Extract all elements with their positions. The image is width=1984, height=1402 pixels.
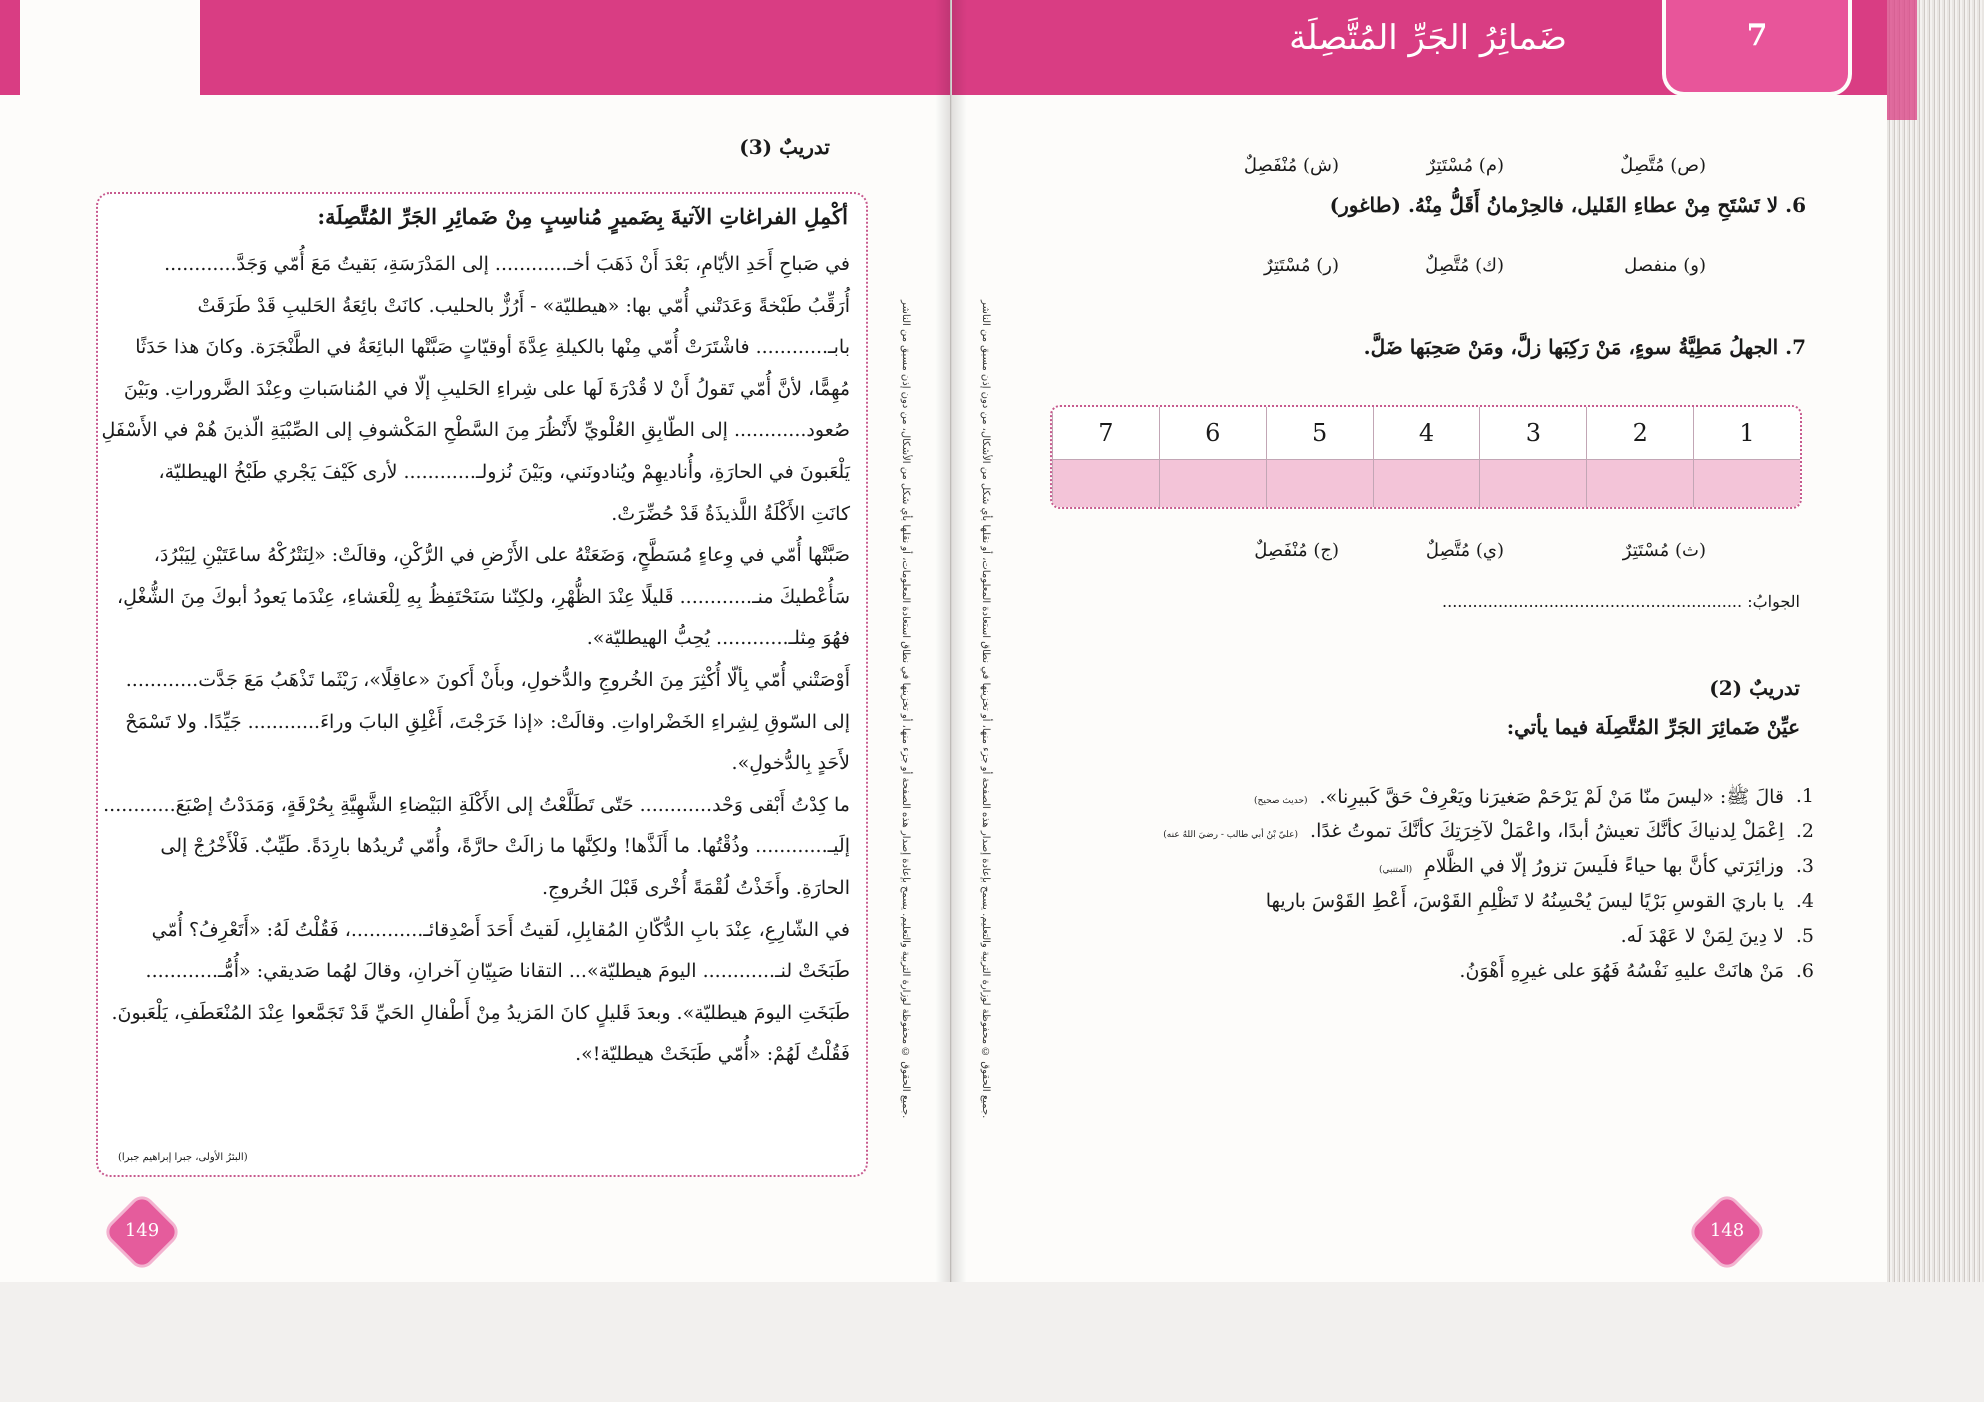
option-tha: (ث) مُسْتَتِرٌ: [1622, 540, 1706, 561]
copyright-notice: جميع الحقوق © محفوظة لوزارة التربية والتعليم. يسمح بإعادة إصدار هذه الصفحة أو جزء منها، أو تخزينها في نطاق استعادة المعلومات، أو نقلها بأي شكل من الأشكال، من دون إذن مسبق من الناشر.: [980, 300, 991, 1119]
passage-line: يَلْعَبونَ في الحارَةِ، وأُناديهِمْ ويُنادونَني، وبَيْنَ نُزولـ............ لأرى كَيْفَ يَجْري طَبْخُ الهيطليّة،: [158, 460, 850, 483]
item-number: 3.: [1795, 855, 1814, 877]
list-item: [1054, 890, 1814, 925]
option-waw: (و) منفصل: [1624, 255, 1706, 276]
answer-table: [1050, 405, 1802, 509]
item-text: [1254, 785, 1784, 813]
exercise-3-passage: [101, 244, 850, 1076]
page-stack-edge: [1887, 0, 1984, 1282]
answer-cell-2[interactable]: [1586, 459, 1693, 507]
passage-line: سَأُعْطيكَ منـ............ قَليلًا عِنْدَ الظُّهْرِ، ولكِنّنا سَنَحْتَفِظُ بِهِ لِلْعَشاءِ، عِنْدَما يَعودُ أبوكَ مِنَ الشُّغْلِ،: [116, 585, 850, 608]
option-ra: (ر) مُسْتَتِرٌ: [1264, 255, 1339, 276]
answer-cell-7[interactable]: [1052, 459, 1159, 507]
option-mim: (م) مُسْتَتِرٌ: [1426, 155, 1504, 176]
unit-tab: [1662, 0, 1852, 96]
answer-line[interactable]: الجوابُ: ...........................................................: [1442, 592, 1800, 611]
item-sentence: وزائِرَتي كأنَّ بها حياءً فلَيسَ تزورُ إلّا في الظَّلامِ: [1424, 855, 1784, 877]
passage-line: إلى السّوقِ لِشِراءِ الخَضْراواتِ. وقالَتْ: «إذا خَرَجْتَ، أَغْلِقِ البابَ وراءَ............ جَيِّدًا. ولا تَسْمَحْ: [125, 710, 850, 733]
passage-line: بابـ............ فاشْتَرَتْ أُمّي مِنْها بالكيلةِ عِدَّةَ أوقيّاتٍ صَبَّتْها البائِعَةُ في الطَّنْجَرَة. وكانَ هذا حَدَثًا: [135, 336, 850, 359]
passage-line: طَبَخَتِ اليومَ هيطليّة». وبعدَ قَليلٍ كانَ المَزيدُ مِنْ أَطْفالِ الحَيِّ قَدْ تَجَمَّعوا عِنْدَ المُنْعَطَفِ، يَلْعَبونَ.: [111, 1001, 850, 1024]
answer-cell-4[interactable]: [1373, 459, 1480, 507]
item-number: 6.: [1795, 960, 1814, 982]
copyright-notice: جميع الحقوق © محفوظة لوزارة التربية والتعليم. يسمح بإعادة إصدار هذه الصفحة أو جزء منها، أو تخزينها في نطاق استعادة المعلومات، أو نقلها بأي شكل من الأشكال، من دون إذن مسبق من الناشر.: [900, 300, 911, 1119]
passage-line: طَبَخَتْ لنـ............ اليومَ هيطليّة»... التقانا صَبِيّانِ آخرانِ، وقالَ لهُما صَديقي: «أُمُّـ............: [145, 960, 850, 983]
item-sentence: مَنْ هانَتْ عليهِ نَفْسُهُ فَهُوَ على غيرِهِ أَهْوَنُ.: [1459, 960, 1784, 982]
item-sentence: اِعْمَلْ لِدنياكَ كأنَّكَ تعيشُ أبدًا، واعْمَلْ لآخِرَتِكَ كأنَّكَ تموتُ غدًا.: [1310, 820, 1784, 842]
item-number: 5.: [1795, 925, 1814, 947]
item-attribution: (حديث صحيح): [1254, 796, 1308, 806]
option-kaf: (ك) مُتَّصِلٌ: [1425, 255, 1504, 276]
item-text: [1621, 925, 1784, 947]
table-header-cell: 3: [1479, 407, 1586, 459]
answer-cell-1[interactable]: [1693, 459, 1800, 507]
item-number: 2.: [1795, 820, 1814, 842]
answer-cell-6[interactable]: [1159, 459, 1266, 507]
item-attribution: (عليّ بْنُ أبي طالب - رضيَ اللهُ عنه): [1163, 830, 1299, 840]
table-header-cell: 7: [1052, 407, 1159, 459]
passage-line: أُرَقِّبُ طَبْخةً وَعَدَتْني أُمّي بها: «هيطليّة» - أَرُزٌّ بالحليب. كانَتْ بائِعَةُ الحَليبِ قَدْ طَرَقَتْ: [197, 294, 850, 317]
passage-line: في الشّارِعِ، عِنْدَ بابِ الدُّكّانِ المُقابِلِ، لَقيتُ أَحَدَ أَصْدِقائـ............، فَقُلْتُ لَهُ: «أَتَعْرِفُ؟ أُمّي: [151, 918, 850, 941]
question-6: 6. لا تَسْتَحِ مِنْ عطاءِ القَليل، فالحِرْمانُ أَقَلُّ مِنْهُ. (طاغور): [1329, 193, 1806, 217]
item-number: 4.: [1795, 890, 1814, 912]
list-item: [1054, 785, 1814, 820]
exercise-2-instruction: عيِّنْ ضَمائِرَ الجَرِّ المُتَّصِلَة فيما يأتي:: [1506, 715, 1800, 739]
page-number-149: [110, 1200, 174, 1264]
table-header-cell: 1: [1693, 407, 1800, 459]
answer-cell-3[interactable]: [1479, 459, 1586, 507]
passage-line: مُهِمًّا، لأنَّ أُمّي تَقولُ أَنْ لا قُدْرَةَ لَها على شِراءِ الحَليبِ إلّا في المُناسَباتِ وعِنْدَ الضَّروراتِ. وبَيْنَ: [123, 377, 850, 400]
list-item: [1054, 820, 1814, 855]
option-jim: (ج) مُنْفَصِلٌ: [1254, 540, 1339, 561]
item-number: 1.: [1795, 785, 1814, 807]
question-7: 7. الجهلُ مَطِيَّةُ سوءٍ، مَنْ رَكِبَها زلَّ، ومَنْ صَحِبَها ضَلَّ.: [1363, 335, 1806, 359]
page-149: [0, 0, 951, 1282]
passage-line: صَبَّتْها أُمّي في وِعاءٍ مُسَطَّحٍ، وَضَعَتْهُ على الأَرْضِ في الرُّكْنِ، وقالَتْ: «لِنَتْرُكْهُ ساعَتَيْنِ لِيَبْرُدَ،: [153, 544, 850, 567]
item-sentence: لا دِينَ لِمَنْ لا عَهْدَ لَه.: [1620, 925, 1784, 947]
passage-source: (البئرُ الأولى، جبرا إبراهيم جبرا): [118, 1152, 248, 1163]
table-header-cell: 4: [1373, 407, 1480, 459]
passage-line: لأَحَدٍ بِالدُّخولِ».: [731, 752, 850, 775]
table-header-cell: 6: [1159, 407, 1266, 459]
page-number-label: 148: [1709, 1220, 1745, 1241]
item-sentence: يا باريَ القوسِ بَرْيًا ليسَ يُحْسِنُهُ لا تَظْلِمِ القَوْسَ، أَعْطِ القَوْسَ باريها: [1265, 890, 1784, 912]
passage-line: فَقُلْتُ لَهُمْ: «أُمّي طَبَخَتْ هيطليّة!».: [575, 1043, 850, 1066]
table-header-cell: 5: [1266, 407, 1373, 459]
exercise-2-list: [1054, 785, 1814, 995]
page-number-148: [1695, 1200, 1759, 1264]
exercise-2-title: تدريبٌ (2): [1709, 676, 1800, 700]
passage-line: في صَباحِ أَحَدِ الأيّامِ، بَعْدَ أَنْ ذَهَبَ أخـ............ إلى المَدْرَسَةِ، بَقيتُ مَعَ أُمّي وَجَدَّ............: [164, 253, 850, 275]
item-text: [1266, 890, 1784, 912]
unit-number: 7: [1746, 18, 1768, 53]
answer-cell-5[interactable]: [1266, 459, 1373, 507]
item-text: [1459, 960, 1784, 982]
book-binding: [935, 0, 967, 1282]
list-item: [1054, 960, 1814, 995]
unit-title: ضَمائِرُ الجَرِّ المُتَّصِلَة: [1289, 18, 1567, 58]
table-header-cell: 2: [1586, 407, 1693, 459]
item-text: [1163, 820, 1784, 842]
option-shin: (ش) مُنْفَصِلٌ: [1243, 155, 1339, 176]
passage-line: فهُوَ مِثلـ............ يُحِبُّ الهيطليّة».: [586, 627, 850, 650]
passage-line: صُعود............ إلى الطّابِقِ العُلْويِّ لأَنْظُرَ مِنَ السَّطْحِ المَكْشوفِ إلى الصِّبْيَةِ الّذينَ هُمْ في الأَسْفَلِ: [101, 419, 850, 442]
header-tab: [20, 0, 200, 118]
list-item: [1054, 925, 1814, 960]
passage-line: أَوْصَتْني أُمّي بِألّا أُكْثِرَ مِنَ الخُروجِ والدُّخولِ، وبأَنْ أَكونَ «عاقِلًا»، رَيْثَما تَذْهَبُ مَعَ جَدَّت............: [125, 668, 850, 691]
exercise-3-title: تدريبٌ (3): [739, 135, 830, 159]
list-item: [1054, 855, 1814, 890]
exercise-3-box: [96, 192, 868, 1177]
item-attribution: (المتنبي): [1378, 865, 1413, 875]
passage-line: كانَتِ الأَكْلَةُ اللَّذيذَةُ قَدْ حُضِّرَتْ.: [611, 502, 850, 525]
option-sad: (ص) مُتَّصِلٌ: [1620, 155, 1706, 176]
option-ya: (ي) مُتَّصِلٌ: [1425, 540, 1504, 561]
passage-line: ما كِدْتُ أَبْقى وَحْد............ حَتّى تَطَلَّعْتُ إلى الأَكْلَةِ البَيْضاءِ الشَّهِيَّةِ بِحُرْقَةٍ، وَمَدَدْتُ إصْبَعَ............: [103, 793, 850, 816]
item-sentence: قالَ ﷺ: «ليسَ منّا مَنْ لَمْ يَرْحَمْ صَغيرَنا ويَعْرِفْ حَقَّ كَبيرِنا».: [1319, 786, 1784, 808]
item-text: [1379, 855, 1784, 877]
passage-line: إلَيـ............ وذُقْتُها. ما أَلَذَّها! ولكِنَّها ما زالَتْ حارَّةً، وأُمّي تُريدُها بارِدَةً. طَيِّبٌ. فَلْأَخْرُجْ إلى: [160, 835, 850, 858]
exercise-3-instruction: أكْمِلِ الفراغاتِ الآتيةَ بِضَميرٍ مُناسِبٍ مِنْ ضَمائِرِ الجَرِّ المُتَّصِلَة:: [317, 204, 848, 229]
passage-line: الحارَةِ. وأَخَذْتُ لُقْمَةً أُخْرى قَبْلَ الخُروجِ.: [542, 876, 850, 899]
page-number-label: 149: [124, 1220, 160, 1241]
